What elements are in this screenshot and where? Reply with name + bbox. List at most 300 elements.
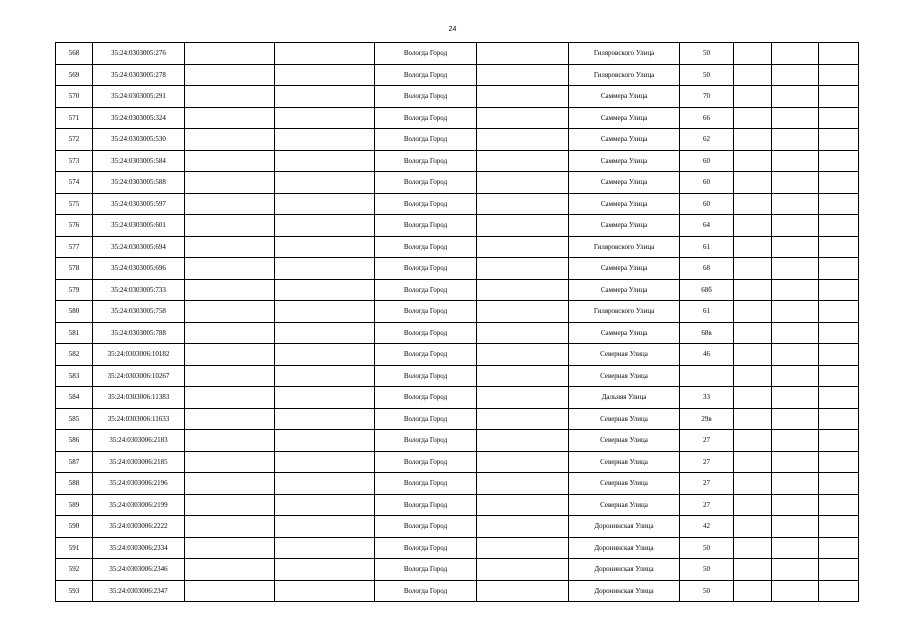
- cadastral-number-cell: 35:24:0303006:2346: [93, 559, 185, 581]
- cadastral-number-cell: 35:24:0303006:11383: [93, 387, 185, 409]
- empty-cell: [772, 279, 819, 301]
- empty-cell: [734, 537, 772, 559]
- table-row: [56, 193, 859, 215]
- empty-cell: [819, 86, 859, 108]
- table-row: [56, 559, 859, 581]
- row-number-cell: 575: [56, 193, 93, 215]
- empty-cell: [772, 344, 819, 366]
- table-row: [56, 172, 859, 194]
- cadastral-number-cell: 35:24:0303006:2183: [93, 430, 185, 452]
- house-number-cell: 46: [680, 344, 734, 366]
- street-cell: Саммера Улица: [569, 322, 680, 344]
- empty-cell: [275, 344, 375, 366]
- house-number-cell: 50: [680, 43, 734, 65]
- row-number-cell: 578: [56, 258, 93, 280]
- empty-cell: [275, 516, 375, 538]
- empty-cell: [819, 43, 859, 65]
- empty-cell: [772, 473, 819, 495]
- registry-table: [55, 42, 859, 602]
- settlement-cell: Вологда Город: [375, 408, 477, 430]
- empty-cell: [477, 451, 569, 473]
- empty-cell: [185, 516, 275, 538]
- empty-cell: [772, 129, 819, 151]
- cadastral-number-cell: 35:24:0303005:584: [93, 150, 185, 172]
- empty-cell: [819, 172, 859, 194]
- row-number-cell: 584: [56, 387, 93, 409]
- empty-cell: [185, 322, 275, 344]
- house-number-cell: 60: [680, 172, 734, 194]
- empty-cell: [275, 537, 375, 559]
- empty-cell: [477, 193, 569, 215]
- empty-cell: [819, 365, 859, 387]
- settlement-cell: Вологда Город: [375, 258, 477, 280]
- empty-cell: [819, 236, 859, 258]
- row-number-cell: 574: [56, 172, 93, 194]
- settlement-cell: Вологда Город: [375, 172, 477, 194]
- empty-cell: [275, 279, 375, 301]
- empty-cell: [477, 430, 569, 452]
- empty-cell: [477, 559, 569, 581]
- cadastral-number-cell: 35:24:0303005:758: [93, 301, 185, 323]
- cadastral-number-cell: 35:24:0303006:2347: [93, 580, 185, 602]
- settlement-cell: Вологда Город: [375, 215, 477, 237]
- street-cell: Северная Улица: [569, 451, 680, 473]
- empty-cell: [734, 408, 772, 430]
- house-number-cell: 27: [680, 494, 734, 516]
- empty-cell: [477, 365, 569, 387]
- row-number-cell: 577: [56, 236, 93, 258]
- street-cell: Доронинская Улица: [569, 516, 680, 538]
- empty-cell: [734, 430, 772, 452]
- house-number-cell: 60: [680, 150, 734, 172]
- street-cell: Северная Улица: [569, 430, 680, 452]
- table-row: [56, 344, 859, 366]
- empty-cell: [275, 129, 375, 151]
- empty-cell: [185, 430, 275, 452]
- empty-cell: [734, 86, 772, 108]
- cadastral-number-cell: 35:24:0303005:601: [93, 215, 185, 237]
- settlement-cell: Вологда Город: [375, 537, 477, 559]
- empty-cell: [275, 43, 375, 65]
- table-row: [56, 473, 859, 495]
- cadastral-number-cell: 35:24:0303005:733: [93, 279, 185, 301]
- street-cell: Саммера Улица: [569, 107, 680, 129]
- row-number-cell: 591: [56, 537, 93, 559]
- empty-cell: [772, 451, 819, 473]
- empty-cell: [185, 344, 275, 366]
- table-row: [56, 365, 859, 387]
- empty-cell: [477, 150, 569, 172]
- empty-cell: [185, 451, 275, 473]
- empty-cell: [819, 258, 859, 280]
- empty-cell: [185, 43, 275, 65]
- settlement-cell: Вологда Город: [375, 43, 477, 65]
- empty-cell: [734, 344, 772, 366]
- settlement-cell: Вологда Город: [375, 64, 477, 86]
- empty-cell: [185, 494, 275, 516]
- house-number-cell: 62: [680, 129, 734, 151]
- table-row: [56, 451, 859, 473]
- street-cell: Саммера Улица: [569, 279, 680, 301]
- empty-cell: [477, 279, 569, 301]
- row-number-cell: 587: [56, 451, 93, 473]
- cadastral-number-cell: 35:24:0303005:530: [93, 129, 185, 151]
- empty-cell: [772, 580, 819, 602]
- settlement-cell: Вологда Город: [375, 516, 477, 538]
- street-cell: Доронинская Улица: [569, 580, 680, 602]
- street-cell: Саммера Улица: [569, 172, 680, 194]
- house-number-cell: 42: [680, 516, 734, 538]
- empty-cell: [734, 107, 772, 129]
- empty-cell: [185, 64, 275, 86]
- empty-cell: [734, 580, 772, 602]
- empty-cell: [185, 279, 275, 301]
- empty-cell: [275, 408, 375, 430]
- empty-cell: [819, 430, 859, 452]
- empty-cell: [819, 537, 859, 559]
- empty-cell: [477, 408, 569, 430]
- empty-cell: [477, 215, 569, 237]
- empty-cell: [477, 494, 569, 516]
- settlement-cell: Вологда Город: [375, 129, 477, 151]
- empty-cell: [734, 43, 772, 65]
- page-number: 24: [448, 26, 457, 33]
- settlement-cell: Вологда Город: [375, 236, 477, 258]
- empty-cell: [275, 322, 375, 344]
- empty-cell: [734, 172, 772, 194]
- cadastral-number-cell: 35:24:0303005:278: [93, 64, 185, 86]
- row-number-cell: 570: [56, 86, 93, 108]
- empty-cell: [772, 258, 819, 280]
- empty-cell: [819, 516, 859, 538]
- house-number-cell: 27: [680, 430, 734, 452]
- settlement-cell: Вологда Город: [375, 494, 477, 516]
- street-cell: Гиляровского Улица: [569, 236, 680, 258]
- empty-cell: [819, 107, 859, 129]
- street-cell: Саммера Улица: [569, 215, 680, 237]
- empty-cell: [275, 494, 375, 516]
- settlement-cell: Вологда Город: [375, 86, 477, 108]
- empty-cell: [819, 322, 859, 344]
- cadastral-number-cell: 35:24:0303006:11633: [93, 408, 185, 430]
- empty-cell: [734, 387, 772, 409]
- empty-cell: [275, 86, 375, 108]
- empty-cell: [734, 516, 772, 538]
- house-number-cell: 68в: [680, 322, 734, 344]
- empty-cell: [734, 258, 772, 280]
- cadastral-number-cell: 35:24:0303005:597: [93, 193, 185, 215]
- empty-cell: [819, 64, 859, 86]
- house-number-cell: 60: [680, 193, 734, 215]
- table-row: [56, 301, 859, 323]
- empty-cell: [275, 64, 375, 86]
- empty-cell: [185, 559, 275, 581]
- empty-cell: [477, 86, 569, 108]
- street-cell: Северная Улица: [569, 408, 680, 430]
- street-cell: Северная Улица: [569, 365, 680, 387]
- empty-cell: [772, 322, 819, 344]
- street-cell: Саммера Улица: [569, 193, 680, 215]
- empty-cell: [819, 580, 859, 602]
- empty-cell: [734, 236, 772, 258]
- settlement-cell: Вологда Город: [375, 365, 477, 387]
- empty-cell: [185, 129, 275, 151]
- empty-cell: [772, 408, 819, 430]
- empty-cell: [185, 193, 275, 215]
- empty-cell: [734, 494, 772, 516]
- row-number-cell: 589: [56, 494, 93, 516]
- empty-cell: [477, 172, 569, 194]
- empty-cell: [772, 64, 819, 86]
- cadastral-number-cell: 35:24:0303006:10267: [93, 365, 185, 387]
- house-number-cell: 29в: [680, 408, 734, 430]
- empty-cell: [734, 473, 772, 495]
- table-row: [56, 516, 859, 538]
- empty-cell: [185, 580, 275, 602]
- empty-cell: [477, 258, 569, 280]
- house-number-cell: 33: [680, 387, 734, 409]
- row-number-cell: 571: [56, 107, 93, 129]
- table-row: [56, 494, 859, 516]
- empty-cell: [275, 150, 375, 172]
- empty-cell: [772, 494, 819, 516]
- table-row: [56, 279, 859, 301]
- table-row: [56, 430, 859, 452]
- row-number-cell: 583: [56, 365, 93, 387]
- empty-cell: [185, 408, 275, 430]
- empty-cell: [185, 172, 275, 194]
- cadastral-number-cell: 35:24:0303005:276: [93, 43, 185, 65]
- empty-cell: [275, 473, 375, 495]
- row-number-cell: 586: [56, 430, 93, 452]
- settlement-cell: Вологда Город: [375, 193, 477, 215]
- empty-cell: [477, 301, 569, 323]
- house-number-cell: 50: [680, 580, 734, 602]
- street-cell: Гиляровского Улица: [569, 43, 680, 65]
- settlement-cell: Вологда Город: [375, 387, 477, 409]
- empty-cell: [275, 107, 375, 129]
- empty-cell: [477, 322, 569, 344]
- row-number-cell: 588: [56, 473, 93, 495]
- cadastral-number-cell: 35:24:0303006:10182: [93, 344, 185, 366]
- row-number-cell: 581: [56, 322, 93, 344]
- row-number-cell: 569: [56, 64, 93, 86]
- empty-cell: [734, 322, 772, 344]
- empty-cell: [772, 107, 819, 129]
- row-number-cell: 579: [56, 279, 93, 301]
- empty-cell: [477, 43, 569, 65]
- empty-cell: [734, 365, 772, 387]
- street-cell: Саммера Улица: [569, 258, 680, 280]
- table-row: [56, 580, 859, 602]
- cadastral-number-cell: 35:24:0303005:291: [93, 86, 185, 108]
- empty-cell: [477, 580, 569, 602]
- table-row: [56, 64, 859, 86]
- empty-cell: [819, 408, 859, 430]
- cadastral-number-cell: 35:24:0303006:2222: [93, 516, 185, 538]
- street-cell: Доронинская Улица: [569, 559, 680, 581]
- empty-cell: [477, 236, 569, 258]
- empty-cell: [185, 365, 275, 387]
- empty-cell: [185, 215, 275, 237]
- street-cell: Доронинская Улица: [569, 537, 680, 559]
- row-number-cell: 582: [56, 344, 93, 366]
- settlement-cell: Вологда Город: [375, 580, 477, 602]
- street-cell: Саммера Улица: [569, 129, 680, 151]
- settlement-cell: Вологда Город: [375, 344, 477, 366]
- cadastral-number-cell: 35:24:0303006:2334: [93, 537, 185, 559]
- empty-cell: [734, 451, 772, 473]
- empty-cell: [477, 387, 569, 409]
- row-number-cell: 585: [56, 408, 93, 430]
- empty-cell: [772, 236, 819, 258]
- empty-cell: [734, 301, 772, 323]
- empty-cell: [772, 516, 819, 538]
- street-cell: Дальняя Улица: [569, 387, 680, 409]
- house-number-cell: 70: [680, 86, 734, 108]
- settlement-cell: Вологда Город: [375, 279, 477, 301]
- empty-cell: [772, 172, 819, 194]
- table-row: [56, 236, 859, 258]
- house-number-cell: 50: [680, 537, 734, 559]
- registry-table-body: [56, 43, 859, 602]
- street-cell: Северная Улица: [569, 494, 680, 516]
- table-row: [56, 258, 859, 280]
- empty-cell: [185, 86, 275, 108]
- empty-cell: [275, 258, 375, 280]
- empty-cell: [477, 344, 569, 366]
- cadastral-number-cell: 35:24:0303005:588: [93, 172, 185, 194]
- empty-cell: [772, 387, 819, 409]
- empty-cell: [185, 301, 275, 323]
- empty-cell: [819, 215, 859, 237]
- empty-cell: [772, 193, 819, 215]
- table-row: [56, 150, 859, 172]
- cadastral-number-cell: 35:24:0303005:324: [93, 107, 185, 129]
- row-number-cell: 593: [56, 580, 93, 602]
- row-number-cell: 572: [56, 129, 93, 151]
- row-number-cell: 592: [56, 559, 93, 581]
- house-number-cell: 27: [680, 473, 734, 495]
- settlement-cell: Вологда Город: [375, 473, 477, 495]
- table-row: [56, 107, 859, 129]
- empty-cell: [819, 279, 859, 301]
- empty-cell: [819, 344, 859, 366]
- empty-cell: [819, 150, 859, 172]
- settlement-cell: Вологда Город: [375, 301, 477, 323]
- empty-cell: [185, 258, 275, 280]
- table-row: [56, 215, 859, 237]
- empty-cell: [185, 107, 275, 129]
- table-row: [56, 537, 859, 559]
- empty-cell: [734, 193, 772, 215]
- house-number-cell: 68: [680, 258, 734, 280]
- table-row: [56, 322, 859, 344]
- cadastral-number-cell: 35:24:0303006:2185: [93, 451, 185, 473]
- empty-cell: [477, 516, 569, 538]
- empty-cell: [819, 494, 859, 516]
- row-number-cell: 568: [56, 43, 93, 65]
- empty-cell: [772, 150, 819, 172]
- row-number-cell: 590: [56, 516, 93, 538]
- cadastral-number-cell: 35:24:0303006:2199: [93, 494, 185, 516]
- cadastral-number-cell: 35:24:0303005:696: [93, 258, 185, 280]
- empty-cell: [734, 64, 772, 86]
- house-number-cell: [680, 365, 734, 387]
- empty-cell: [275, 193, 375, 215]
- empty-cell: [819, 129, 859, 151]
- empty-cell: [275, 451, 375, 473]
- row-number-cell: 573: [56, 150, 93, 172]
- empty-cell: [772, 43, 819, 65]
- empty-cell: [275, 236, 375, 258]
- row-number-cell: 580: [56, 301, 93, 323]
- empty-cell: [734, 150, 772, 172]
- empty-cell: [734, 279, 772, 301]
- table-row: [56, 129, 859, 151]
- settlement-cell: Вологда Город: [375, 107, 477, 129]
- empty-cell: [275, 215, 375, 237]
- empty-cell: [772, 537, 819, 559]
- empty-cell: [819, 193, 859, 215]
- empty-cell: [185, 537, 275, 559]
- row-number-cell: 576: [56, 215, 93, 237]
- settlement-cell: Вологда Город: [375, 559, 477, 581]
- empty-cell: [477, 129, 569, 151]
- empty-cell: [772, 86, 819, 108]
- empty-cell: [772, 559, 819, 581]
- empty-cell: [819, 559, 859, 581]
- empty-cell: [477, 537, 569, 559]
- settlement-cell: Вологда Город: [375, 430, 477, 452]
- cadastral-number-cell: 35:24:0303005:788: [93, 322, 185, 344]
- empty-cell: [772, 365, 819, 387]
- street-cell: Саммера Улица: [569, 150, 680, 172]
- empty-cell: [477, 473, 569, 495]
- empty-cell: [275, 301, 375, 323]
- empty-cell: [185, 387, 275, 409]
- empty-cell: [819, 387, 859, 409]
- empty-cell: [772, 301, 819, 323]
- empty-cell: [477, 107, 569, 129]
- settlement-cell: Вологда Город: [375, 150, 477, 172]
- empty-cell: [734, 215, 772, 237]
- empty-cell: [772, 215, 819, 237]
- empty-cell: [275, 387, 375, 409]
- empty-cell: [477, 64, 569, 86]
- house-number-cell: 61: [680, 236, 734, 258]
- empty-cell: [819, 301, 859, 323]
- table-row: [56, 387, 859, 409]
- empty-cell: [275, 430, 375, 452]
- settlement-cell: Вологда Город: [375, 322, 477, 344]
- house-number-cell: 61: [680, 301, 734, 323]
- house-number-cell: 64: [680, 215, 734, 237]
- cadastral-number-cell: 35:24:0303005:694: [93, 236, 185, 258]
- empty-cell: [275, 559, 375, 581]
- empty-cell: [185, 473, 275, 495]
- cadastral-number-cell: 35:24:0303006:2196: [93, 473, 185, 495]
- house-number-cell: 50: [680, 559, 734, 581]
- settlement-cell: Вологда Город: [375, 451, 477, 473]
- table-row: [56, 86, 859, 108]
- empty-cell: [734, 559, 772, 581]
- street-cell: Северная Улица: [569, 344, 680, 366]
- empty-cell: [772, 430, 819, 452]
- house-number-cell: 68б: [680, 279, 734, 301]
- empty-cell: [819, 473, 859, 495]
- street-cell: Гиляровского Улица: [569, 301, 680, 323]
